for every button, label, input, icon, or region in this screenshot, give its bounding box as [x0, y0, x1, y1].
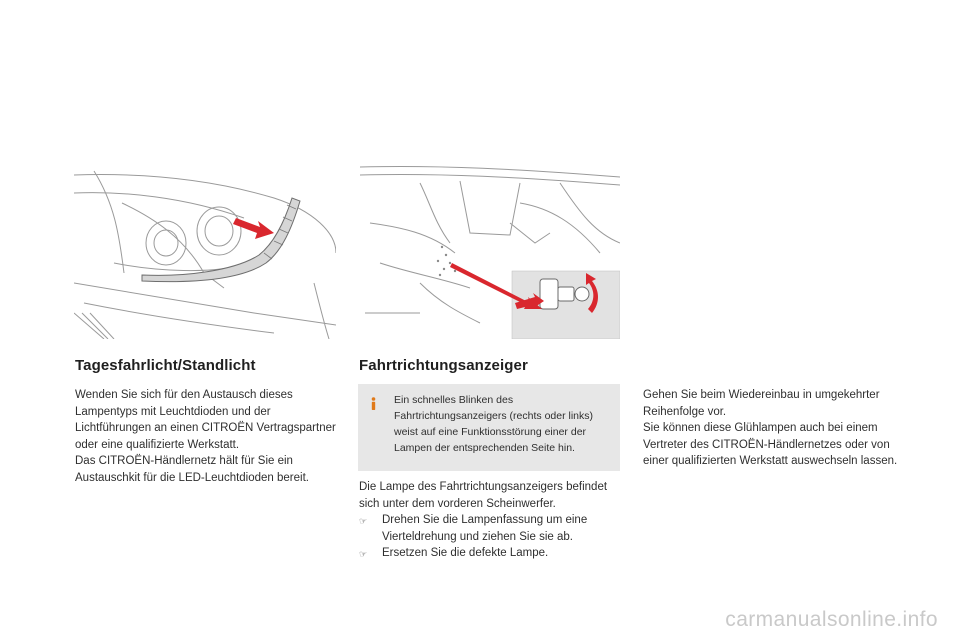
info-icon	[366, 396, 381, 411]
indicator-lamp-illustration	[360, 163, 620, 339]
step-text: Ersetzen Sie die defekte Lampe.	[382, 547, 549, 559]
watermark: carmanualsonline.info	[725, 608, 938, 631]
daytime-lights-text	[75, 387, 345, 486]
daytime-lights-paragraph-1: Wenden Sie sich für den Austausch dieses Lampentyps mit Leuchtdioden und der Lichtführungen an einen CITROËN Vertragspartner oder eine qualifizierte Werkstatt.	[75, 389, 336, 451]
section-title-daytime-lights: Tagesfahrlicht/Standlicht	[75, 357, 256, 374]
reassembly-paragraph-1: Gehen Sie beim Wiedereinbau in umgekehrter Reihenfolge vor.	[643, 389, 880, 418]
step-bullet-icon: ☞	[359, 516, 368, 526]
step-item	[359, 545, 624, 563]
step-text: Drehen Sie die Lampenfassung um eine Vierteldrehung und ziehen Sie sie ab.	[382, 514, 588, 543]
reassembly-text	[643, 387, 908, 470]
info-box	[358, 384, 620, 471]
step-bullet-icon: ☞	[359, 549, 368, 559]
indicator-instructions	[359, 479, 624, 563]
info-text: Ein schnelles Blinken des Fahrtrichtungsanzeigers (rechts oder links) weist auf eine Funktionsstörung einer der Lampen der entsprechenden Seite hin.	[394, 394, 593, 454]
step-item	[359, 512, 624, 545]
headlamp-led-illustration	[74, 163, 336, 339]
reassembly-paragraph-2: Sie können diese Glühlampen auch bei einem Vertreter des CITROËN-Händlernetzes oder von einer qualifizierten Werkstatt auswechseln lassen.	[643, 422, 898, 467]
section-title-indicators: Fahrtrichtungsanzeiger	[359, 357, 528, 374]
daytime-lights-paragraph-2: Das CITROËN-Händlernetz hält für Sie ein Austauschkit für die LED-Leuchtdioden bereit.	[75, 455, 309, 484]
indicator-intro: Die Lampe des Fahrtrichtungsanzeigers befindet sich unter dem vorderen Scheinwerfer.	[359, 481, 608, 510]
